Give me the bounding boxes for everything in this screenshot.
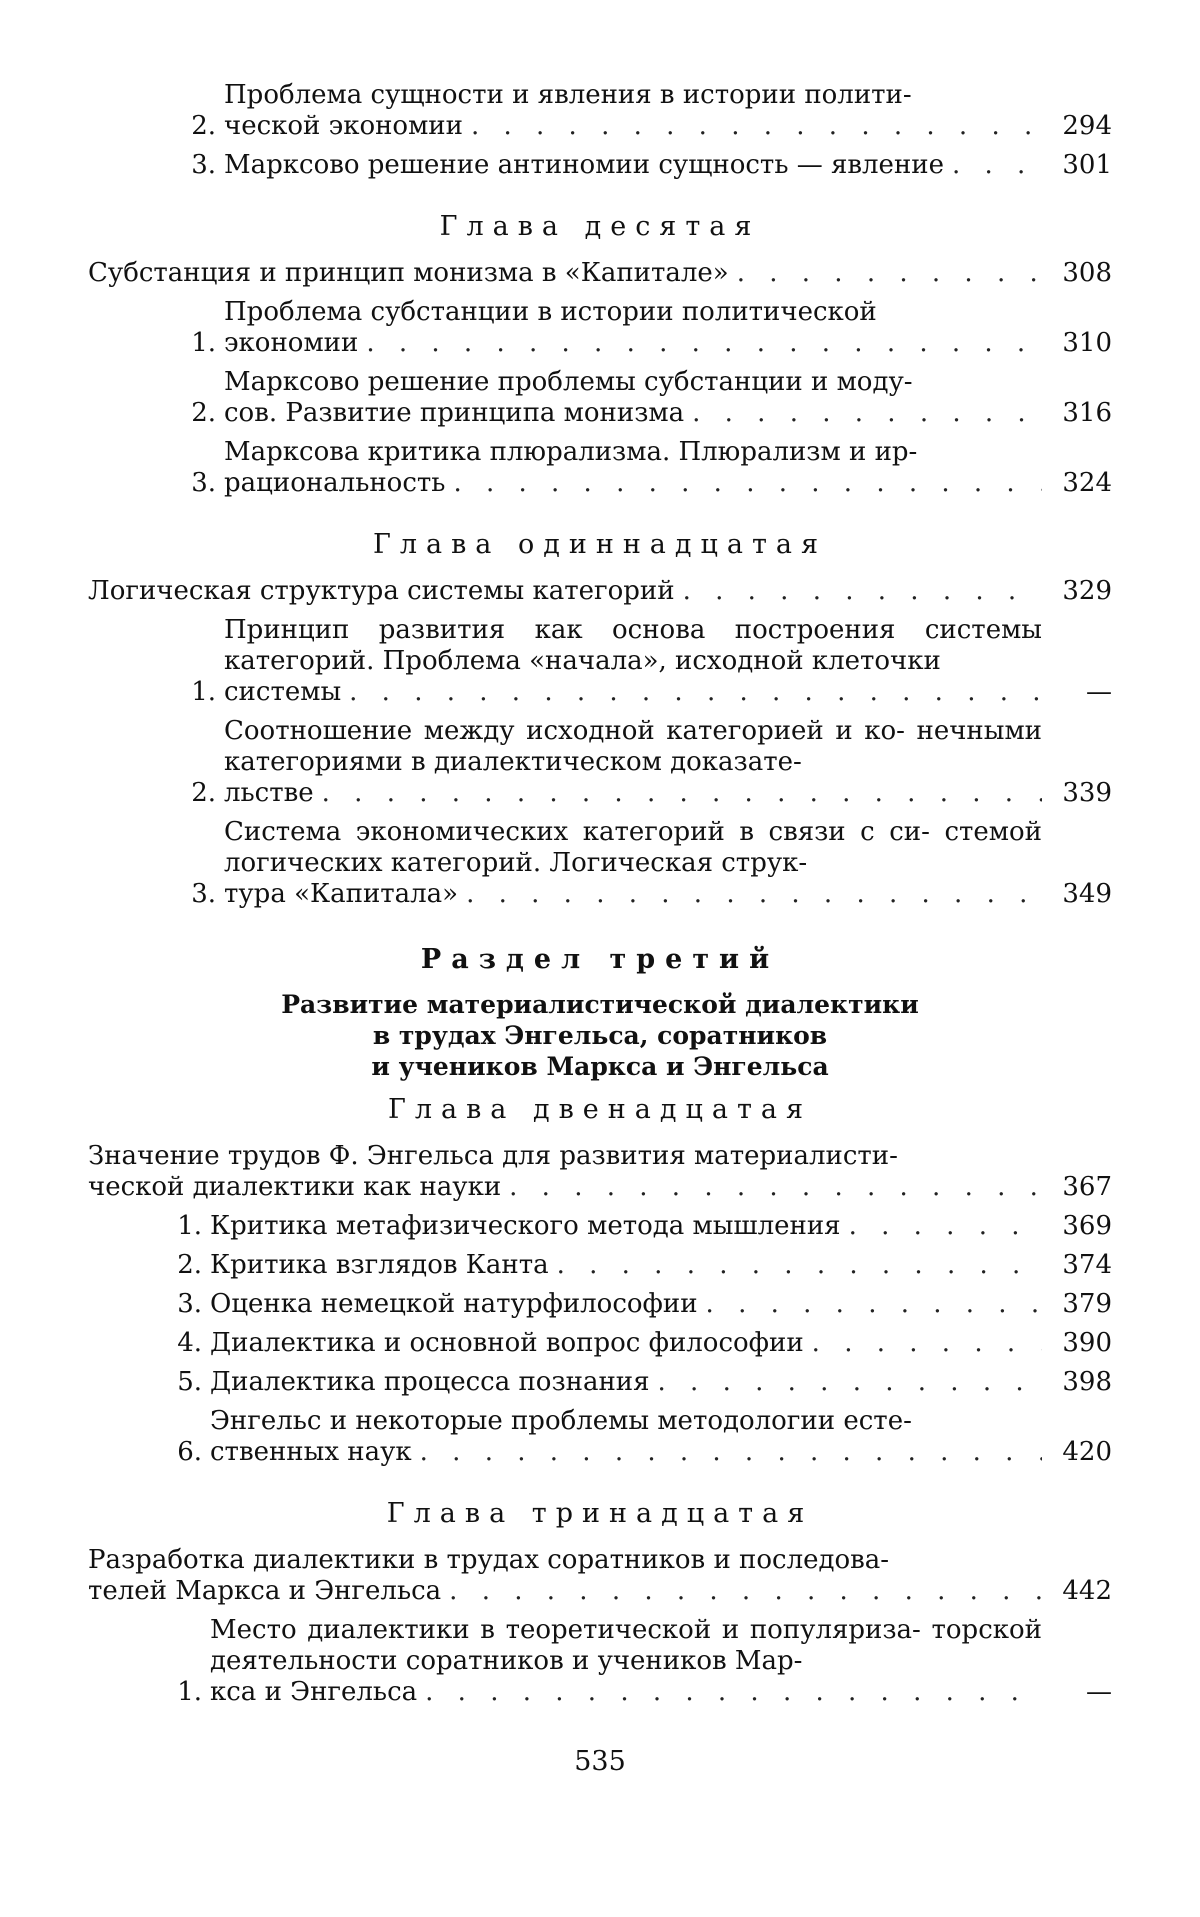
- page-number: 420: [1062, 1437, 1112, 1467]
- page-number: 301: [1062, 150, 1112, 180]
- entry-text-last-line: экономии: [224, 328, 359, 358]
- entry-text: Проблема сущности и явления в истории полити-: [224, 80, 912, 110]
- entry-text-last-line: Марксово решение антиномии сущность — явление: [224, 150, 944, 180]
- toc-entry: [168, 1328, 1112, 1359]
- entry-text-last-line: рациональность: [224, 468, 446, 498]
- leader-dots: [449, 1576, 1042, 1607]
- page-number: 294: [1062, 111, 1112, 141]
- entry-text-last-line: кса и Энгельса: [210, 1677, 418, 1707]
- entry-text-last-line: Оценка немецкой натурфилософии: [210, 1289, 698, 1319]
- toc-entry: [168, 1615, 1112, 1708]
- toc-entry: [168, 1289, 1112, 1320]
- entry-text-last-line: сов. Развитие принципа монизма: [224, 398, 685, 428]
- entry-text: Принцип развития как основа построения системы категорий. Проблема «начала», исходной клеточки: [224, 615, 1042, 676]
- entry-text-last-line: Критика взглядов Канта: [210, 1250, 549, 1280]
- toc-entry: [168, 1367, 1112, 1398]
- leader-dots: [849, 1211, 1042, 1242]
- chapter-title: Глава десятая: [439, 211, 761, 242]
- chapter-heading-entry: [88, 1545, 1112, 1607]
- page-number: 316: [1062, 398, 1112, 428]
- part-title: Раздел третий: [420, 944, 780, 975]
- leader-dots: [812, 1328, 1042, 1359]
- page-folio-number: 535: [574, 1746, 626, 1777]
- entry-number: 3.: [191, 468, 216, 498]
- leader-dots: [737, 258, 1042, 289]
- leader-dots: [425, 1677, 1042, 1708]
- leader-dots: [658, 1367, 1042, 1398]
- page-number: 369: [1062, 1211, 1112, 1241]
- entry-text-last-line: ческой диалектики как науки: [88, 1172, 502, 1202]
- page-number: 310: [1062, 328, 1112, 358]
- leader-dots: [349, 677, 1042, 708]
- toc-entry: [182, 80, 1112, 142]
- part-subtitle-line: в трудах Энгельса, соратников: [372, 1021, 828, 1050]
- page-number: 324: [1062, 468, 1112, 498]
- entry-text: Разработка диалектики в трудах соратников и последова-: [88, 1545, 890, 1575]
- page-number: 339: [1062, 778, 1112, 808]
- chapter-heading-entry: [88, 1141, 1112, 1203]
- table-of-contents: [88, 80, 1112, 1716]
- entry-number: 6.: [177, 1437, 202, 1467]
- entry-text-last-line: тура «Капитала»: [224, 879, 459, 909]
- page-number: 329: [1062, 576, 1112, 606]
- chapter-title: Глава двенадцатая: [387, 1094, 813, 1125]
- toc-entry: [182, 150, 1112, 181]
- entry-text-last-line: Диалектика и основной вопрос философии: [210, 1328, 804, 1358]
- entry-number: 1.: [177, 1677, 202, 1707]
- chapter-heading-entry: [88, 258, 1112, 289]
- entry-text-last-line: ческой экономии: [224, 111, 463, 141]
- entry-number: 1.: [191, 328, 216, 358]
- entry-text-last-line: льстве: [224, 778, 314, 808]
- leader-dots: [683, 576, 1042, 607]
- entry-text-last-line: Диалектика процесса познания: [210, 1367, 650, 1397]
- entry-number: 3.: [191, 150, 216, 180]
- leader-dots: [557, 1250, 1042, 1281]
- leader-dots: [453, 468, 1042, 499]
- page-number: —: [1086, 677, 1112, 707]
- page-number: 379: [1062, 1289, 1112, 1319]
- entry-text: Энгельс и некоторые проблемы методологии есте-: [210, 1406, 912, 1436]
- entry-text: Соотношение между исходной категорией и ко- нечными категориями в диалектическом доказате-: [224, 716, 1042, 777]
- page-number: 374: [1062, 1250, 1112, 1280]
- page-number: 442: [1062, 1576, 1112, 1606]
- entry-text-last-line: Субстанция и принцип монизма в «Капитале»: [88, 258, 729, 288]
- entry-number: 2.: [191, 398, 216, 428]
- toc-entry: [182, 297, 1112, 359]
- leader-dots: [322, 778, 1042, 809]
- toc-entry: [182, 817, 1112, 910]
- entry-text-last-line: телей Маркса и Энгельса: [88, 1576, 442, 1606]
- entry-text: Место диалектики в теоретической и популяриза- торской деятельности соратников и учеников Мар-: [210, 1615, 1042, 1676]
- entry-number: 1.: [177, 1211, 202, 1241]
- leader-dots: [952, 150, 1042, 181]
- entry-number: 5.: [177, 1367, 202, 1397]
- toc-entry: [168, 1406, 1112, 1468]
- entry-number: 2.: [191, 111, 216, 141]
- entry-number: 3.: [191, 879, 216, 909]
- part-subtitle-line: и учеников Маркса и Энгельса: [371, 1052, 829, 1081]
- entry-text-last-line: Критика метафизического метода мышления: [210, 1211, 841, 1241]
- leader-dots: [466, 879, 1042, 910]
- chapter-title: Глава одиннадцатая: [372, 529, 828, 560]
- toc-entry: [182, 367, 1112, 429]
- leader-dots: [366, 328, 1042, 359]
- toc-entry: [168, 1250, 1112, 1281]
- page-number: 308: [1062, 258, 1112, 288]
- leader-dots: [509, 1172, 1042, 1203]
- page-number: 367: [1062, 1172, 1112, 1202]
- toc-entry: [182, 437, 1112, 499]
- entry-text: Марксово решение проблемы субстанции и моду-: [224, 367, 913, 397]
- part-subtitle: [88, 989, 1112, 1082]
- entry-number: 2.: [191, 778, 216, 808]
- entry-text: Система экономических категорий в связи с си- стемой логических категорий. Логическая струк-: [224, 817, 1042, 878]
- leader-dots: [471, 111, 1042, 142]
- entry-text-last-line: Логическая структура системы категорий: [88, 576, 675, 606]
- entry-text-last-line: системы: [224, 677, 342, 707]
- entry-number: 2.: [177, 1250, 202, 1280]
- entry-number: 3.: [177, 1289, 202, 1319]
- page-number: 398: [1062, 1367, 1112, 1397]
- toc-entry: [182, 716, 1112, 809]
- leader-dots: [692, 398, 1042, 429]
- entry-text: Значение трудов Ф. Энгельса для развития материалисти-: [88, 1141, 898, 1171]
- entry-number: 4.: [177, 1328, 202, 1358]
- page-number: 390: [1062, 1328, 1112, 1358]
- page-number: —: [1086, 1677, 1112, 1707]
- part-subtitle-line: Развитие материалистической диалектики: [281, 990, 919, 1019]
- toc-entry: [168, 1211, 1112, 1242]
- leader-dots: [420, 1437, 1042, 1468]
- leader-dots: [706, 1289, 1042, 1320]
- chapter-title: Глава тринадцатая: [386, 1498, 814, 1529]
- page-number: 349: [1062, 879, 1112, 909]
- toc-entry: [182, 615, 1112, 708]
- entry-text: Марксова критика плюрализма. Плюрализм и ир-: [224, 437, 918, 467]
- entry-number: 1.: [191, 677, 216, 707]
- chapter-heading-entry: [88, 576, 1112, 607]
- entry-text-last-line: ственных наук: [210, 1437, 412, 1467]
- entry-text: Проблема субстанции в истории политической: [224, 297, 877, 327]
